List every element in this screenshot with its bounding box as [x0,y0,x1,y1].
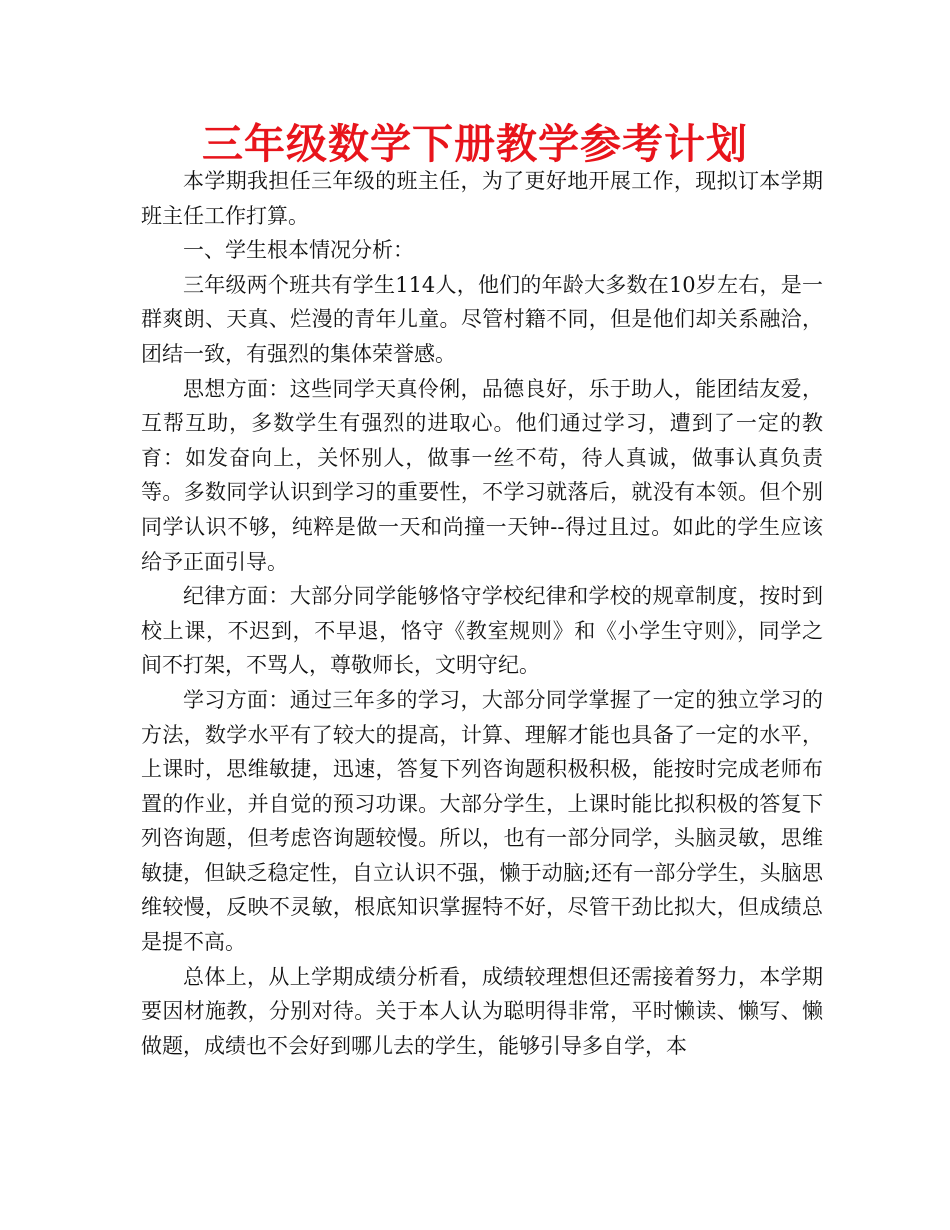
paragraph-intro: 本学期我担任三年级的班主任，为了更好地开展工作，现拟订本学期班主任工作打算。 [141,169,823,228]
paragraph-discipline: 纪律方面：大部分同学能够恪守学校纪律和学校的规章制度，按时到校上课，不迟到，不早退，恪守《教室规则》和《小学生守则》，同学之间不打架，不骂人，尊敬师长，文明守纪。 [141,584,823,678]
paragraph-class-overview: 三年级两个班共有学生114人，他们的年龄大多数在10岁左右，是一群爽朗、天真、烂漫的青年儿童。尽管村籍不同，但是他们却关系融洽，团结一致，有强烈的集体荣誉感。 [141,272,823,366]
document-body [141,164,823,1063]
document-title: 三年级数学下册教学参考计划 [202,120,748,168]
paragraph-thinking: 思想方面：这些同学天真伶俐，品德良好，乐于助人，能团结友爱，互帮互助，多数学生有强烈的进取心。他们通过学习，遭到了一定的教育：如发奋向上，关怀别人，做事一丝不苟，待人真诚，做事认真负责等。多数同学认识到学习的重要性，不学习就落后，就没有本领。但个别同学认识不够，纯粹是做一天和尚撞一天钟--得过且过。如此的学生应该给予正面引导。 [141,376,823,574]
paragraph-learning: 学习方面：通过三年多的学习，大部分同学掌握了一定的独立学习的方法，数学水平有了较大的提高，计算、理解才能也具备了一定的水平，上课时，思维敏捷，迅速，答复下列咨询题积极积极，能按时完成老师布置的作业，并自觉的预习功课。大部分学生，上课时能比拟积极的答复下列咨询题，但考虑咨询题较慢。所以，也有一部分同学，头脑灵敏，思维敏捷，但缺乏稳定性，自立认识不强，懒于动脑;还有一部分学生，头脑思维较慢，反映不灵敏，根底知识掌握特不好，尽管干劲比拟大，但成绩总是提不高。 [141,687,823,955]
section-heading-student-analysis: 一、学生根本情况分析： [183,238,414,263]
paragraph-overall: 总体上，从上学期成绩分析看，成绩较理想但还需接着努力，本学期要因材施教，分别对待。关于本人认为聪明得非常，平时懒读、懒写、懒做题，成绩也不会好到哪儿去的学生，能够引导多自学，本 [141,964,823,1058]
